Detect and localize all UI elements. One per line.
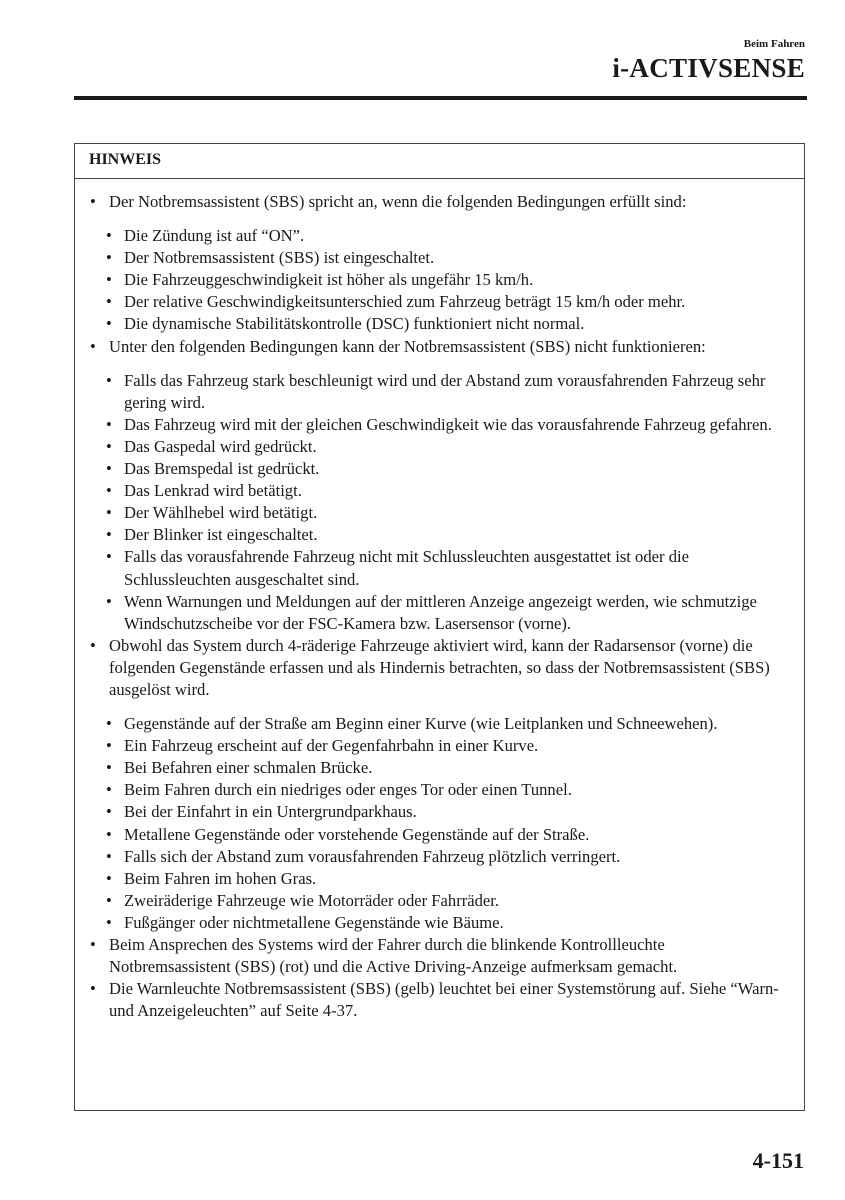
list-item-text: Beim Fahren durch ein niedriges oder enges Tor oder einen Tunnel. xyxy=(124,780,572,800)
list-item-text: Beim Ansprechen des Systems wird der Fahrer durch die blinkende Kontrollleuchte Notbremsassistent (SBS) (rot) und die Active Driving-Anzeige aufmerksam gemacht. xyxy=(109,935,678,977)
bullet-icon: • xyxy=(106,436,112,456)
page-title: i-ACTIVSENSE xyxy=(612,53,805,83)
bullet-icon: • xyxy=(106,780,112,800)
note-body xyxy=(75,179,804,1022)
sub-list-item xyxy=(105,591,790,635)
sub-list-item xyxy=(105,436,790,458)
list-item-text: Ein Fahrzeug erscheint auf der Gegenfahrbahn in einer Kurve. xyxy=(124,736,539,756)
sub-list-item xyxy=(105,890,790,912)
list-item-text: Die dynamische Stabilitätskontrolle (DSC) funktioniert nicht normal. xyxy=(124,314,585,334)
list-item-text: Falls das vorausfahrende Fahrzeug nicht mit Schlussleuchten ausgestattet ist oder die Schlussleuchten ausgeschaltet sind. xyxy=(124,547,689,589)
note-box xyxy=(74,143,805,1111)
list-item-text: Das Fahrzeug wird mit der gleichen Geschwindigkeit wie das vorausfahrende Fahrzeug gefahren. xyxy=(124,414,772,434)
bullet-icon: • xyxy=(106,503,112,523)
bullet-icon: • xyxy=(90,192,96,211)
sub-list-item xyxy=(105,370,790,414)
list-item-text: Die Zündung ist auf “ON”. xyxy=(124,226,305,246)
list-item-text: Der Notbremsassistent (SBS) ist eingeschaltet. xyxy=(124,248,435,268)
bullet-icon: • xyxy=(106,591,112,611)
bullet-icon: • xyxy=(90,336,96,356)
list-item-text: Die Fahrzeuggeschwindigkeit ist höher als ungefähr 15 km/h. xyxy=(124,270,534,290)
bullet-icon: • xyxy=(106,248,112,268)
bullet-icon: • xyxy=(106,481,112,501)
bullet-icon: • xyxy=(106,868,112,888)
list-item-text: Das Gaspedal wird gedrückt. xyxy=(124,436,317,456)
sub-list-item xyxy=(105,735,790,757)
list-item-text: Zweiräderige Fahrzeuge wie Motorräder oder Fahrräder. xyxy=(124,890,500,910)
list-item-text: Der relative Geschwindigkeitsunterschied zum Fahrzeug beträgt 15 km/h oder mehr. xyxy=(124,292,686,312)
bullet-icon: • xyxy=(106,547,112,567)
bullet-icon: • xyxy=(106,824,112,844)
sub-list-item xyxy=(105,291,790,313)
bullet-icon: • xyxy=(106,270,112,290)
bullet-icon: • xyxy=(106,226,112,246)
list-item-text: Das Bremspedal ist gedrückt. xyxy=(124,459,320,479)
bullet-icon: • xyxy=(106,459,112,479)
bullet-icon: • xyxy=(106,414,112,434)
sub-list xyxy=(105,370,790,635)
list-item xyxy=(88,336,790,358)
header-divider xyxy=(74,96,807,100)
sub-list-item xyxy=(105,912,790,934)
bullet-icon: • xyxy=(90,935,96,954)
sub-list-item xyxy=(105,269,790,291)
sub-list-item xyxy=(105,868,790,890)
bullet-icon: • xyxy=(106,736,112,756)
bullet-icon: • xyxy=(106,292,112,312)
list-item-text: Der Blinker ist eingeschaltet. xyxy=(124,525,318,545)
sub-list-item xyxy=(105,458,790,480)
sub-list-item xyxy=(105,313,790,335)
list-item xyxy=(88,191,790,213)
sub-list-item xyxy=(105,757,790,779)
list-item-text: Gegenstände auf der Straße am Beginn einer Kurve (wie Leitplanken und Schneewehen). xyxy=(124,714,718,734)
list-item-text: Metallene Gegenstände oder vorstehende Gegenstände auf der Straße. xyxy=(124,824,590,844)
list-item xyxy=(88,934,790,978)
list-item-text: Bei der Einfahrt in ein Untergrundparkhaus. xyxy=(124,802,417,822)
list-item-text: Falls sich der Abstand zum vorausfahrenden Fahrzeug plötzlich verringert. xyxy=(124,846,621,866)
sub-list-item xyxy=(105,247,790,269)
sub-list-item xyxy=(105,546,790,590)
sub-list-item xyxy=(105,846,790,868)
list-item-text: Unter den folgenden Bedingungen kann der Notbremsassistent (SBS) nicht funktionieren: xyxy=(109,336,706,356)
bullet-icon: • xyxy=(106,802,112,822)
sub-list-item xyxy=(105,225,790,247)
sub-list-item xyxy=(105,779,790,801)
list-item-text: Der Notbremsassistent (SBS) spricht an, wenn die folgenden Bedingungen erfüllt sind: xyxy=(109,192,687,211)
bullet-icon: • xyxy=(90,635,96,655)
bullet-icon: • xyxy=(106,714,112,734)
list-item-text: Das Lenkrad wird betätigt. xyxy=(124,481,302,501)
list-item-text: Falls das Fahrzeug stark beschleunigt wird und der Abstand zum vorausfahrenden Fahrzeug sehr gering wird. xyxy=(124,370,766,412)
bullet-icon: • xyxy=(106,758,112,778)
sub-list xyxy=(105,225,790,335)
bullet-icon: • xyxy=(106,912,112,932)
sub-list-item xyxy=(105,801,790,823)
list-item-text: Wenn Warnungen und Meldungen auf der mittleren Anzeige angezeigt werden, wie schmutzige Windschutzscheibe vor der FSC-Kamera bzw. Lasersensor (vorne). xyxy=(124,591,757,633)
list-item-text: Beim Fahren im hohen Gras. xyxy=(124,868,317,888)
bullet-icon: • xyxy=(106,370,112,390)
sub-list-item xyxy=(105,480,790,502)
bullet-icon: • xyxy=(106,846,112,866)
note-heading: HINWEIS xyxy=(75,144,804,179)
bullet-icon: • xyxy=(106,314,112,334)
list-item-text: Bei Befahren einer schmalen Brücke. xyxy=(124,758,373,778)
list-item-text: Fußgänger oder nichtmetallene Gegenstände wie Bäume. xyxy=(124,912,504,932)
sub-list xyxy=(105,713,790,934)
bullet-icon: • xyxy=(90,979,96,999)
list-item xyxy=(88,635,790,701)
list-item xyxy=(88,978,790,1022)
sub-list-item xyxy=(105,713,790,735)
section-label: Beim Fahren xyxy=(743,38,805,50)
page-number: 4-151 xyxy=(752,1148,804,1173)
bullet-icon: • xyxy=(106,890,112,910)
sub-list-item xyxy=(105,502,790,524)
list-item-text: Der Wählhebel wird betätigt. xyxy=(124,503,318,523)
list-item-text: Die Warnleuchte Notbremsassistent (SBS) (gelb) leuchtet bei einer Systemstörung auf. Siehe “Warn- und Anzeigeleuchten” auf Seite 4-37. xyxy=(109,979,779,1021)
sub-list-item xyxy=(105,524,790,546)
sub-list-item xyxy=(105,414,790,436)
bullet-icon: • xyxy=(106,525,112,545)
list-item-text: Obwohl das System durch 4-räderige Fahrzeuge aktiviert wird, kann der Radarsensor (vorne) die folgenden Gegenstände erfassen und als Hindernis betrachten, so dass der Notbremsassistent (SBS) ausgelöst wird. xyxy=(109,635,770,699)
sub-list-item xyxy=(105,824,790,846)
